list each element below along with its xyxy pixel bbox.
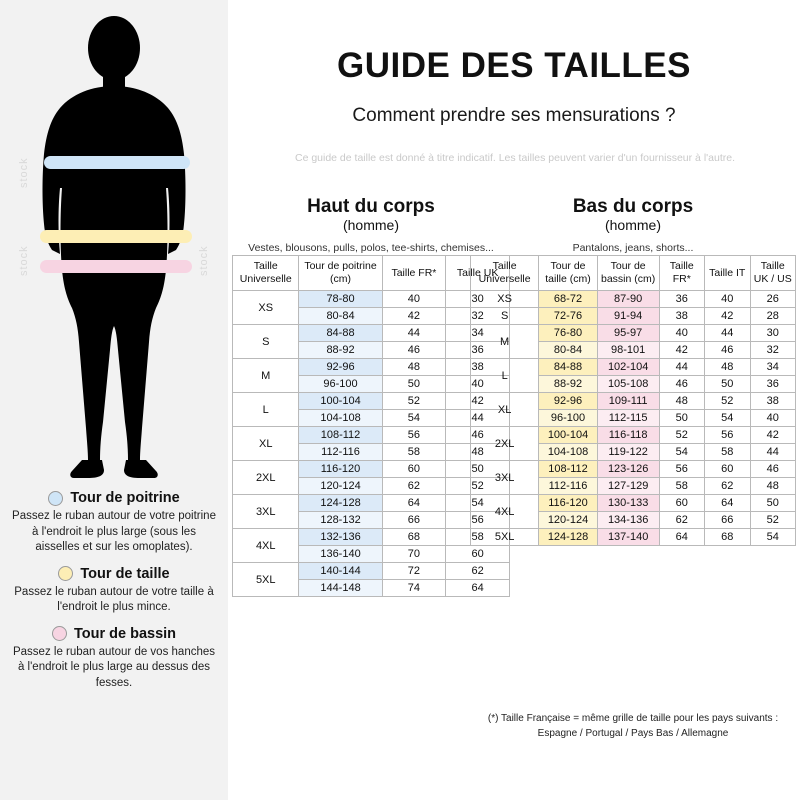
measurement-cell: 50: [750, 495, 796, 512]
measurement-cell: 62: [446, 563, 510, 580]
measurement-cell: 137-140: [597, 529, 659, 546]
measurement-cell: 58: [446, 529, 510, 546]
measurement-cell: 76-80: [539, 325, 598, 342]
universal-size-cell: S: [471, 308, 539, 325]
universal-size-cell: XL: [471, 393, 539, 427]
measurement-cell: 44: [659, 359, 705, 376]
measurement-cell: 140-144: [299, 563, 382, 580]
legend-title: Tour de taille: [80, 565, 170, 582]
table-row: [471, 359, 796, 376]
measurement-cell: 46: [705, 342, 751, 359]
upper-body-size-table: [232, 255, 510, 597]
measurement-cell: 46: [750, 461, 796, 478]
measurement-cell: 40: [659, 325, 705, 342]
universal-size-cell: 4XL: [233, 529, 299, 563]
measurement-cell: 119-122: [597, 444, 659, 461]
measurement-cell: 58: [382, 444, 446, 461]
column-header: Taille UK: [446, 256, 510, 291]
measurement-cell: 48: [446, 444, 510, 461]
measurement-cell: 54: [659, 444, 705, 461]
column-header: Taille FR*: [659, 256, 705, 291]
upper-body-section: [232, 196, 510, 597]
measurement-cell: 36: [446, 342, 510, 359]
table-subtitle: (homme): [342, 217, 399, 233]
measurement-cell: 68: [382, 529, 446, 546]
table-row: [233, 393, 510, 410]
measurement-cell: 58: [705, 444, 751, 461]
hips-measure-band: [40, 260, 192, 273]
measurement-cell: 128-132: [299, 512, 382, 529]
page-title: GUIDE DES TAILLES: [337, 46, 691, 85]
table-description: Vestes, blousons, pulls, polos, tee-shirts, chemises...: [248, 242, 494, 254]
measurement-cell: 72-76: [539, 308, 598, 325]
measurement-cell: 78-80: [299, 291, 382, 308]
hips-color-dot: [52, 626, 67, 641]
measurement-cell: 120-124: [299, 478, 382, 495]
legend: [0, 490, 228, 701]
table-row: [471, 461, 796, 478]
universal-size-cell: XS: [233, 291, 299, 325]
measurement-cell: 38: [659, 308, 705, 325]
table-row: [233, 495, 510, 512]
watermark-text: stock: [198, 245, 210, 276]
measurement-cell: 36: [659, 291, 705, 308]
measurement-cell: 102-104: [597, 359, 659, 376]
illustration-panel: [0, 0, 228, 800]
column-header: Tour de taille (cm): [539, 256, 598, 291]
measurement-cell: 44: [705, 325, 751, 342]
measurement-cell: 136-140: [299, 546, 382, 563]
table-row: [471, 427, 796, 444]
measurement-cell: 92-96: [299, 359, 382, 376]
chest-measure-band: [44, 156, 190, 169]
measurement-cell: 56: [705, 427, 751, 444]
column-header: Taille Universelle: [233, 256, 299, 291]
universal-size-cell: XS: [471, 291, 539, 308]
measurement-cell: 120-124: [539, 512, 598, 529]
waist-color-dot: [58, 566, 73, 581]
table-description: Pantalons, jeans, shorts...: [572, 242, 694, 254]
measurement-cell: 109-111: [597, 393, 659, 410]
measurement-cell: 48: [659, 393, 705, 410]
table-row: [471, 495, 796, 512]
measurement-cell: 50: [659, 410, 705, 427]
watermark-text: stock: [18, 245, 30, 276]
legend-item-chest: [0, 490, 228, 566]
measurement-cell: 91-94: [597, 308, 659, 325]
page-subtitle: Comment prendre ses mensurations ?: [352, 105, 676, 126]
measurement-cell: 123-126: [597, 461, 659, 478]
measurement-cell: 96-100: [299, 376, 382, 393]
measurement-cell: 34: [446, 325, 510, 342]
measurement-cell: 52: [446, 478, 510, 495]
column-header: Tour de poitrine (cm): [299, 256, 382, 291]
measurement-cell: 108-112: [299, 427, 382, 444]
measurement-cell: 127-129: [597, 478, 659, 495]
measurement-cell: 60: [705, 461, 751, 478]
table-row: [233, 427, 510, 444]
measurement-cell: 124-128: [539, 529, 598, 546]
universal-size-cell: 5XL: [233, 563, 299, 597]
measurement-cell: 54: [382, 410, 446, 427]
universal-size-cell: L: [233, 393, 299, 427]
measurement-cell: 132-136: [299, 529, 382, 546]
measurement-cell: 52: [750, 512, 796, 529]
measurement-cell: 44: [446, 410, 510, 427]
male-silhouette: [0, 8, 228, 488]
measurement-cell: 64: [659, 529, 705, 546]
measurement-cell: 104-108: [539, 444, 598, 461]
universal-size-cell: 3XL: [471, 461, 539, 495]
measurement-cell: 144-148: [299, 580, 382, 597]
measurement-cell: 50: [382, 376, 446, 393]
column-header: Taille IT: [705, 256, 751, 291]
measurement-cell: 44: [382, 325, 446, 342]
measurement-cell: 112-116: [299, 444, 382, 461]
table-row: [233, 291, 510, 308]
legend-item-hips: [0, 626, 228, 702]
measurement-cell: 42: [382, 308, 446, 325]
column-header: Taille FR*: [382, 256, 446, 291]
measurement-cell: 66: [382, 512, 446, 529]
measurement-cell: 68-72: [539, 291, 598, 308]
measurement-cell: 46: [659, 376, 705, 393]
measurement-cell: 44: [750, 444, 796, 461]
measurement-cell: 105-108: [597, 376, 659, 393]
measurement-cell: 116-120: [299, 461, 382, 478]
column-header: Taille UK / US: [750, 256, 796, 291]
measurement-cell: 50: [705, 376, 751, 393]
measurement-cell: 52: [705, 393, 751, 410]
legend-title: Tour de bassin: [73, 625, 177, 642]
measurement-cell: 92-96: [539, 393, 598, 410]
measurement-cell: 32: [446, 308, 510, 325]
table-row: [233, 325, 510, 342]
lower-body-size-table: [470, 255, 796, 546]
measurement-cell: 124-128: [299, 495, 382, 512]
measurement-cell: 70: [382, 546, 446, 563]
measurement-cell: 116-120: [539, 495, 598, 512]
measurement-cell: 42: [446, 393, 510, 410]
measurement-cell: 38: [446, 359, 510, 376]
measurement-cell: 80-84: [299, 308, 382, 325]
measurement-cell: 130-133: [597, 495, 659, 512]
measurement-cell: 48: [750, 478, 796, 495]
measurement-cell: 108-112: [539, 461, 598, 478]
table-row: [233, 529, 510, 546]
legend-item-waist: [0, 566, 228, 626]
measurement-cell: 60: [659, 495, 705, 512]
universal-size-cell: 2XL: [471, 427, 539, 461]
measurement-cell: 54: [446, 495, 510, 512]
measurement-cell: 95-97: [597, 325, 659, 342]
measurement-cell: 88-92: [539, 376, 598, 393]
table-title: Haut du corps: [307, 196, 435, 217]
measurement-cell: 62: [659, 512, 705, 529]
measurement-cell: 62: [382, 478, 446, 495]
measurement-cell: 38: [750, 393, 796, 410]
measurement-cell: 56: [446, 512, 510, 529]
measurement-cell: 42: [659, 342, 705, 359]
measurement-cell: 40: [705, 291, 751, 308]
measurement-cell: 62: [705, 478, 751, 495]
measurement-cell: 34: [750, 359, 796, 376]
universal-size-cell: L: [471, 359, 539, 393]
disclaimer-text: Ce guide de taille est donné à titre indicatif. Les tailles peuvent varier d'un fournisseur à l'autre.: [294, 152, 735, 164]
lower-body-section: [470, 196, 796, 546]
universal-size-cell: M: [233, 359, 299, 393]
table-row: [233, 461, 510, 478]
measurement-cell: 104-108: [299, 410, 382, 427]
table-row: [471, 529, 796, 546]
measurement-cell: 100-104: [299, 393, 382, 410]
measurement-cell: 88-92: [299, 342, 382, 359]
table-row: [471, 325, 796, 342]
table-row: [471, 393, 796, 410]
universal-size-cell: 3XL: [233, 495, 299, 529]
measurement-cell: 134-136: [597, 512, 659, 529]
measurement-cell: 84-88: [539, 359, 598, 376]
universal-size-cell: M: [471, 325, 539, 359]
measurement-cell: 48: [705, 359, 751, 376]
measurement-cell: 64: [705, 495, 751, 512]
legend-description: Passez le ruban autour de vos hanches à l'endroit le plus large au dessus des fesses.: [12, 645, 216, 689]
measurement-cell: 96-100: [539, 410, 598, 427]
measurement-cell: 32: [750, 342, 796, 359]
measurement-cell: 60: [382, 461, 446, 478]
footnote-text: (*) Taille Française = même grille de taille pour les pays suivants : Espagne / Portugal / Pays Bas / Allemagne: [487, 713, 779, 739]
universal-size-cell: 5XL: [471, 529, 539, 546]
measurement-cell: 100-104: [539, 427, 598, 444]
measurement-cell: 54: [750, 529, 796, 546]
measurement-cell: 48: [382, 359, 446, 376]
table-row: [471, 291, 796, 308]
table-title: Bas du corps: [572, 196, 694, 217]
measurement-cell: 60: [446, 546, 510, 563]
legend-description: Passez le ruban autour de votre poitrine à l'endroit le plus large (sous les aisselles et sur les omoplates).: [12, 510, 216, 554]
universal-size-cell: 4XL: [471, 495, 539, 529]
measurement-cell: 40: [750, 410, 796, 427]
measurement-cell: 46: [382, 342, 446, 359]
measurement-cell: 40: [382, 291, 446, 308]
measurement-cell: 80-84: [539, 342, 598, 359]
measurement-cell: 68: [705, 529, 751, 546]
measurement-cell: 26: [750, 291, 796, 308]
column-header: Tour de bassin (cm): [597, 256, 659, 291]
universal-size-cell: 2XL: [233, 461, 299, 495]
table-row: [471, 308, 796, 325]
measurement-cell: 42: [750, 427, 796, 444]
table-subtitle: (homme): [604, 217, 661, 233]
watermark-text: stock: [18, 157, 30, 188]
universal-size-cell: S: [233, 325, 299, 359]
measurement-cell: 72: [382, 563, 446, 580]
measurement-cell: 64: [382, 495, 446, 512]
measurement-cell: 52: [659, 427, 705, 444]
measurement-cell: 36: [750, 376, 796, 393]
measurement-cell: 58: [659, 478, 705, 495]
measurement-cell: 112-116: [539, 478, 598, 495]
measurement-cell: 112-115: [597, 410, 659, 427]
measurement-cell: 40: [446, 376, 510, 393]
measurement-cell: 66: [705, 512, 751, 529]
measurement-cell: 30: [750, 325, 796, 342]
measurement-cell: 98-101: [597, 342, 659, 359]
measurement-cell: 74: [382, 580, 446, 597]
measurement-cell: 42: [705, 308, 751, 325]
column-header: Taille Universelle: [471, 256, 539, 291]
table-row: [233, 359, 510, 376]
measurement-cell: 116-118: [597, 427, 659, 444]
measurement-cell: 84-88: [299, 325, 382, 342]
measurement-cell: 50: [446, 461, 510, 478]
measurement-cell: 46: [446, 427, 510, 444]
measurement-cell: 28: [750, 308, 796, 325]
waist-measure-band: [40, 230, 192, 243]
universal-size-cell: XL: [233, 427, 299, 461]
legend-title: Tour de poitrine: [70, 490, 180, 506]
measurement-cell: 52: [382, 393, 446, 410]
chest-color-dot: [48, 491, 63, 506]
measurement-cell: 87-90: [597, 291, 659, 308]
measurement-cell: 30: [446, 291, 510, 308]
measurement-cell: 64: [446, 580, 510, 597]
measurement-cell: 54: [705, 410, 751, 427]
legend-description: Passez le ruban autour de votre taille à l'endroit le plus mince.: [14, 585, 214, 614]
measurement-cell: 56: [382, 427, 446, 444]
table-row: [233, 563, 510, 580]
measurement-cell: 56: [659, 461, 705, 478]
